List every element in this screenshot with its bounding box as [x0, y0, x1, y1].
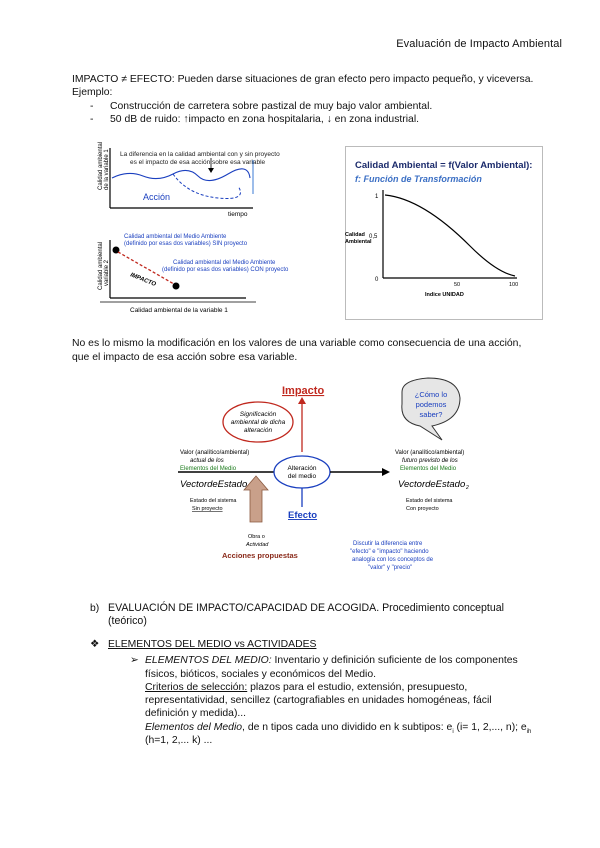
bubble-3: saber? — [419, 410, 443, 419]
bubble-2: podemos — [415, 400, 447, 409]
criterios-text1: plazos para el estudio, extensión, presupuesto, — [247, 682, 468, 693]
label-con-2: (definido por esas dos variables) CON proyecto — [162, 267, 289, 273]
sub-text1: Inventario y definición suficiente de los componentes — [271, 655, 518, 666]
right-y-label1: Calidad — [345, 232, 365, 238]
sub-arrow: ➢ — [130, 655, 139, 666]
right-3: Elementos del Medio — [400, 466, 457, 472]
impacto-arrow-head — [298, 397, 306, 404]
tick-y-1: 1 — [375, 194, 379, 200]
label-sin-2: (definido por esas dos variables) SIN proyecto — [124, 241, 248, 247]
alteracion-ellipse — [274, 456, 330, 488]
signif-1: Significación — [239, 411, 277, 418]
obra-2: Actividad — [246, 542, 269, 548]
left-5: Estado del sistema — [190, 498, 237, 504]
left-3: Elementos del Medio — [180, 466, 237, 472]
bubble-1: ¿Cómo lo — [414, 390, 448, 399]
label-sin-1: Calidad ambiental del Medio Ambiente — [124, 234, 227, 240]
speech-bubble — [402, 378, 460, 440]
right-figure — [345, 146, 541, 318]
left-1: Valor (analítico/ambiental) — [180, 450, 250, 456]
dash-marker: - — [90, 114, 94, 125]
acciones-label: Acciones propuestas — [222, 551, 298, 560]
para2-line2: que el impacto de esa acción sobre esa variable. — [72, 352, 298, 363]
right-x-label: Indice UNIDAD — [425, 292, 464, 298]
intro-line1: IMPACTO ≠ EFECTO: Pueden darse situaciones de gran efecto pero impacto pequeño, y viceversa. — [72, 74, 534, 85]
point-con — [173, 283, 180, 290]
top-note2: es el impacto de esa acción sobre esa variable — [130, 159, 266, 166]
bullet-text: 50 dB de ruido: ↑impacto en zona hospitalaria, ↓ en zona industrial. — [110, 114, 420, 125]
right-4: VectordeEstado — [398, 479, 466, 490]
bottom-y-label1: Calidad ambiental — [98, 241, 104, 290]
impact-diagram — [170, 372, 490, 584]
dash-marker: - — [90, 101, 94, 112]
elem-text2: (i= 1, 2,..., n); e — [453, 722, 527, 733]
acciones-arrow — [244, 476, 268, 522]
obra-1: Obra o — [248, 534, 265, 540]
right-title: Calidad Ambiental = f(Valor Ambiental): — [355, 160, 533, 171]
center-2: del medio — [287, 473, 317, 480]
right-5: Estado del sistema — [406, 498, 453, 504]
elem-label: Elementos del Medio — [145, 722, 243, 733]
impacto-label: IMPACTO — [129, 272, 157, 289]
section-b-label: b) — [90, 603, 100, 614]
tick-y-05: 0,5 — [369, 234, 378, 240]
tick-y-0: 0 — [375, 277, 379, 283]
intro-line2: Ejemplo: — [72, 87, 113, 98]
tick-x-50: 50 — [454, 282, 461, 288]
center-1: Alteración — [287, 465, 317, 472]
left-figure — [78, 140, 323, 322]
right-4-sub: 2 — [466, 485, 469, 491]
tick-x-100: 100 — [509, 282, 519, 288]
discutir-2: "efecto" e "impacto" haciendo — [350, 549, 429, 555]
signif-3: alteración — [243, 427, 273, 434]
bullet-text: Construcción de carretera sobre pastizal de muy bajo valor ambiental. — [110, 101, 433, 112]
discutir-4: "valor" y "precio" — [368, 565, 413, 571]
sub-title: ELEMENTOS DEL MEDIO: — [145, 655, 272, 666]
diagram-efecto: Efecto — [288, 510, 318, 521]
main-arrow-head — [382, 468, 390, 476]
left-6: Sin proyecto — [192, 506, 223, 512]
curve-with — [173, 174, 241, 199]
criterios-line1 — [145, 681, 467, 694]
curve-without — [112, 169, 250, 181]
top-note1: La diferencia en la calidad ambiental con y sin proyecto — [120, 151, 280, 158]
right-6: Con proyecto — [406, 506, 439, 512]
signif-2: ambiental de dicha — [230, 419, 286, 426]
discutir-3: analogía con los conceptos de — [352, 557, 434, 563]
tiempo-label: tiempo — [228, 211, 248, 218]
page-header: Evaluación de Impacto Ambiental — [396, 38, 562, 50]
bottom-y-label2: variable 2 — [104, 259, 110, 286]
transform-curve — [385, 195, 515, 276]
top-y-label1: Calidad ambiental — [98, 141, 104, 190]
bottom-x-label: Calidad ambiental de la variable 1 — [130, 307, 228, 314]
diagram-impacto: Impacto — [282, 385, 325, 397]
elementos-title: ELEMENTOS DEL MEDIO vs ACTIVIDADES — [108, 639, 317, 650]
elem-text3: (h=1, 2,... k) ... — [145, 735, 213, 746]
discutir-1: Discutir la diferencia entre — [353, 541, 423, 547]
right-1: Valor (analítico/ambiental) — [395, 450, 465, 456]
elementos-bullet: ❖ — [90, 639, 100, 650]
accion-label: Acción — [143, 192, 171, 202]
sub-line1 — [145, 654, 518, 667]
elem-ih: ih — [526, 729, 532, 736]
intro-bullet-2 — [90, 113, 419, 126]
right-y-label2: Ambiental — [345, 239, 372, 245]
intro-bullet-1 — [90, 100, 432, 113]
label-con-1: Calidad ambiental del Medio Ambiente — [173, 260, 276, 266]
elem-text: , de n tipos cada uno dividido en k subtipos: e — [242, 722, 453, 733]
left-4: VectordeEstado — [180, 479, 248, 490]
left-2: actual de los — [190, 458, 224, 464]
sub-text2: físicos, bióticos, sociales y económicos del Medio. — [145, 669, 377, 680]
criterios-label: Criterios de selección: — [145, 682, 248, 693]
criterios-text2: representatividad, sencillez (cartografiables en unidades homogéneas, fácil — [145, 695, 492, 706]
right-subtitle: f: Función de Transformación — [355, 174, 482, 184]
section-b-line1: EVALUACIÓN DE IMPACTO/CAPACIDAD DE ACOGIDA. Procedimiento conceptual — [108, 602, 505, 614]
criterios-text3: definición y medida)... — [145, 708, 247, 719]
elem-i: i — [452, 729, 454, 736]
top-y-label2: de la variable 1 — [104, 149, 110, 190]
para2-line1: No es lo mismo la modificación en los valores de una variable como consecuencia de una acción, — [72, 338, 522, 349]
right-2: futuro previsto de los — [402, 458, 458, 464]
section-b-line2: (teórico) — [108, 615, 147, 627]
